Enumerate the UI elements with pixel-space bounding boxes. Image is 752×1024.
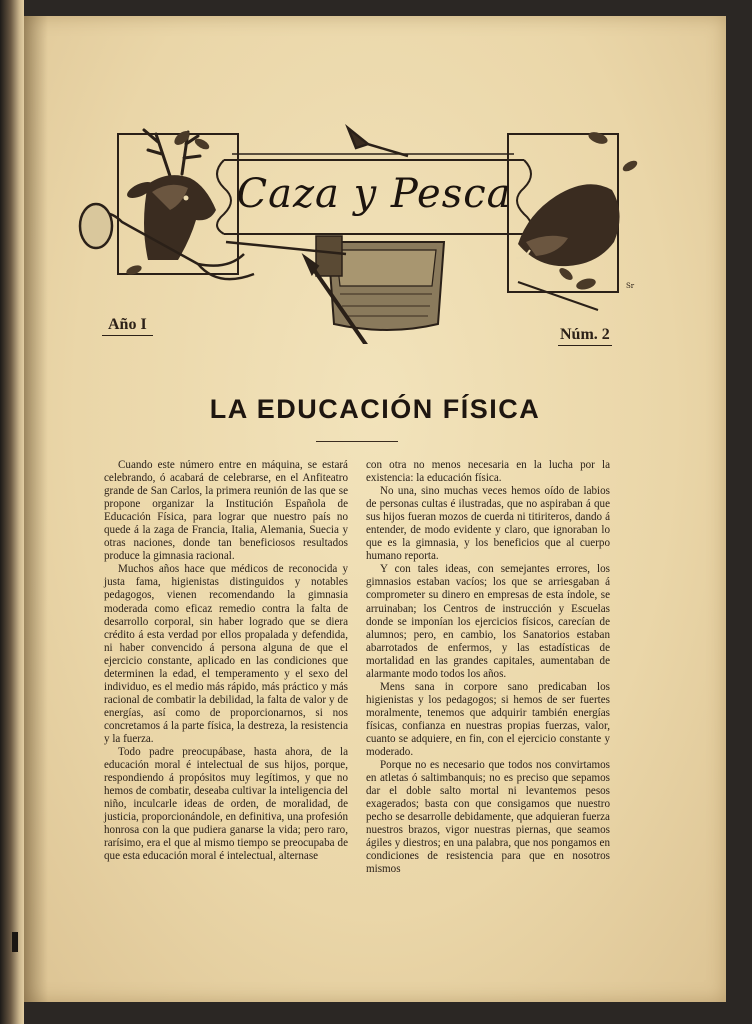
paragraph: Y con tales ideas, con semejantes errores, los gimnasios estaban vacíos; los que se arriesgaban á comprometer su dinero en empresas de esta índole, se arruinaban; los Centros de instrucción y Escuelas donde se imponían los ejercicios físicos, carecían de alumnos; pero, en cambio, los Sanatorios estaban abarrotados de enfermos, y las estadísticas de mortalidad en las grandes capitales, aumentaban de alarmante modo todos los años. [366, 563, 610, 680]
title-rule [316, 441, 398, 442]
issue-number: Núm. 2 [558, 326, 612, 346]
page-edge-mark [12, 932, 18, 952]
paragraph: Todo padre preocupábase, hasta ahora, de la educación moral é intelectual de sus hijos, porque, respondiendo á propósitos muy legítimos, y que no hemos de combatir, deseaba cultivar la inteligencia del niño, inculcarle ideas de orden, de moralidad, de justicia, proporcionándole, en definitiva, una profesión honrosa con la que pudiera ganarse la vida; pero raro, rarísimo, era el que al mismo tiempo se preocupaba de que esta educación moral é intelectual, alternase [104, 746, 348, 863]
magazine-title: Caza y Pesca [236, 171, 512, 217]
paragraph: Porque no es necesario que todos nos convirtamos en atletas ó saltimbanquis; no es preciso que sepamos dar el doble salto mortal ni levantemos pesos exagerados; basta con que consigamos que nuestro pecho se desarrolle debidamente, que adquieran fuerza nuestros brazos, vigor nuestras piernas, que seamos ágiles y diestros; en una palabra, que nos pongamos en condiciones de resistencia para que en nosotros mismos [366, 759, 610, 876]
deer-antlers-icon [144, 130, 200, 176]
article-title: LA EDUCACIÓN FÍSICA [209, 394, 541, 424]
spear-icon [348, 128, 408, 156]
boar-head-icon [516, 184, 620, 266]
paragraph: No una, sino muchas veces hemos oído de labios de personas cultas é ilustradas, que no aspiraban á que sus hijos fueran mozos de cuerda ni titiriteros, dando á entender, de modo evidente y claro, que ignoraban lo que es la gimnasia, y los beneficios que al cuerpo humano reporta. [366, 485, 610, 563]
year-label: Año I [102, 316, 153, 336]
title-banner [224, 156, 524, 232]
paragraph: Muchos años hace que médicos de reconocida y justa fama, higienistas distinguidos y notables pedagogos, vienen recomendando la gimnasia moderada como eficaz remedio contra la falta de desarrollo corporal, sin haber logrado que se diera crédito á esta verdad por ellos propalada y defendida, ni haber convencido á persona alguna de que el ejercicio constante, aplicado en las condiciones que determinen la edad, el temperamento y el sexo del individuo, es el medio más rápido, más práctico y más racional de combatir la debilidad, la falta de valor y de energías, así como de proporcionarnos, si nos concretamos á la parte física, la destreza, la resistencia y la fuerza. [104, 563, 348, 745]
paragraph: Mens sana in corpore sano predicaban los higienistas y los pedagogos; si hemos de ser fuertes moralmente, tenemos que adquirir también energías físicas, confianza en nuestras propias fuerzas, valor, cuanto se adquiere, en fin, con el ejercicio constante y moderado. [366, 680, 610, 759]
article-column-left [104, 459, 348, 863]
paragraph: Cuando este número entre en máquina, se estará celebrando, ó acabará de celebrarse, en el Anfiteatro grande de San Carlos, la primera reunión de las que se propone organizar la Institución Española de Educación Física, para lograr que nuestro país no quede á la zaga de Francia, Italia, Alemania, Suecia y otras naciones, donde tan beneficiosos resultados produce la gimnasia racional. [104, 459, 348, 563]
game-bag-icon [316, 236, 444, 330]
masthead [78, 114, 644, 344]
article-column-right [366, 459, 610, 877]
deer-head-icon [125, 175, 216, 260]
gutter-shadow [24, 16, 48, 1002]
book-binding [0, 0, 24, 1024]
paragraph: con otra no menos necesaria en la lucha por la existencia: la educación física. [366, 459, 610, 485]
illustration-signature: Sr [626, 282, 635, 290]
page [24, 16, 726, 1002]
